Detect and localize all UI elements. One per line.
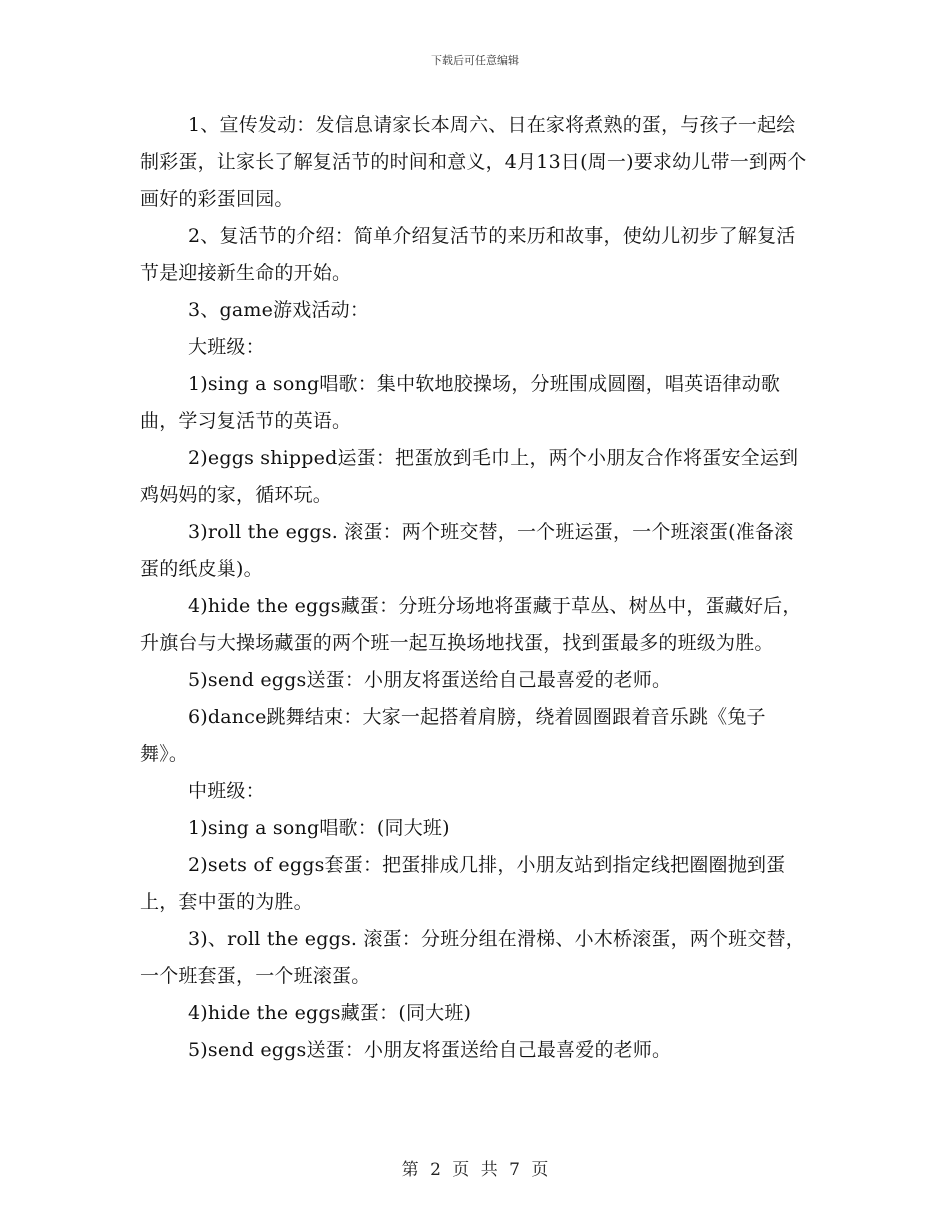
list-item-dance: 6)dance跳舞结束：大家一起搭着肩膀，绕着圆圈跟着音乐跳《兔子舞》。	[140, 706, 766, 765]
list-item-sing-a-song: 1)sing a song唱歌：集中软地胶操场，分班围成圆圈，唱英语律动歌曲，学习复活节的英语。	[140, 373, 781, 432]
document-body	[140, 107, 812, 1069]
list-item-hide-the-eggs: 4)hide the eggs藏蛋：分班分场地将蛋藏于草丛、树丛中，蛋藏好后，升旗台与大操场藏蛋的两个班一起互换场地找蛋，找到蛋最多的班级为胜。	[140, 595, 802, 654]
page-footer-number: 第 2 页 共 7 页	[401, 1160, 549, 1180]
list-item-hide-the-eggs-middle: 4)hide the eggs藏蛋：(同大班)	[188, 1002, 472, 1024]
list-item-sets-of-eggs: 2)sets of eggs套蛋：把蛋排成几排，小朋友站到指定线把圈圈抛到蛋上，套中蛋的为胜。	[140, 854, 786, 913]
list-item-eggs-shipped: 2)eggs shipped运蛋：把蛋放到毛巾上，两个小朋友合作将蛋安全运到鸡妈妈的家，循环玩。	[140, 447, 799, 506]
list-item-send-eggs: 5)send eggs送蛋：小朋友将蛋送给自己最喜爱的老师。	[188, 669, 672, 691]
list-item-sing-a-song-middle: 1)sing a song唱歌：(同大班)	[188, 817, 450, 839]
list-item-send-eggs-middle: 5)send eggs送蛋：小朋友将蛋送给自己最喜爱的老师。	[188, 1039, 672, 1061]
section-heading-middle-class: 中班级：	[188, 780, 265, 802]
list-item-roll-the-eggs: 3)roll the eggs. 滚蛋：两个班交替，一个班运蛋，一个班滚蛋(准备滚蛋的纸皮巢)。	[140, 521, 794, 580]
section-heading-senior-class: 大班级：	[188, 336, 265, 358]
list-item-roll-the-eggs-middle: 3)、roll the eggs. 滚蛋：分班分组在滑梯、小木桥滚蛋，两个班交替，一个班套蛋，一个班滚蛋。	[140, 928, 805, 987]
paragraph-easter-intro: 2、复活节的介绍：简单介绍复活节的来历和故事，使幼儿初步了解复活节是迎接新生命的开始。	[140, 225, 796, 284]
paragraph-publicity: 1、宣传发动：发信息请家长本周六、日在家将煮熟的蛋，与孩子一起绘制彩蛋，让家长了解复活节的时间和意义，4月13日(周一)要求幼儿带一到两个画好的彩蛋回园。	[140, 114, 807, 210]
paragraph-game-activity: 3、game游戏活动：	[188, 299, 370, 321]
page-header-note: 下载后可任意编辑	[431, 54, 519, 67]
